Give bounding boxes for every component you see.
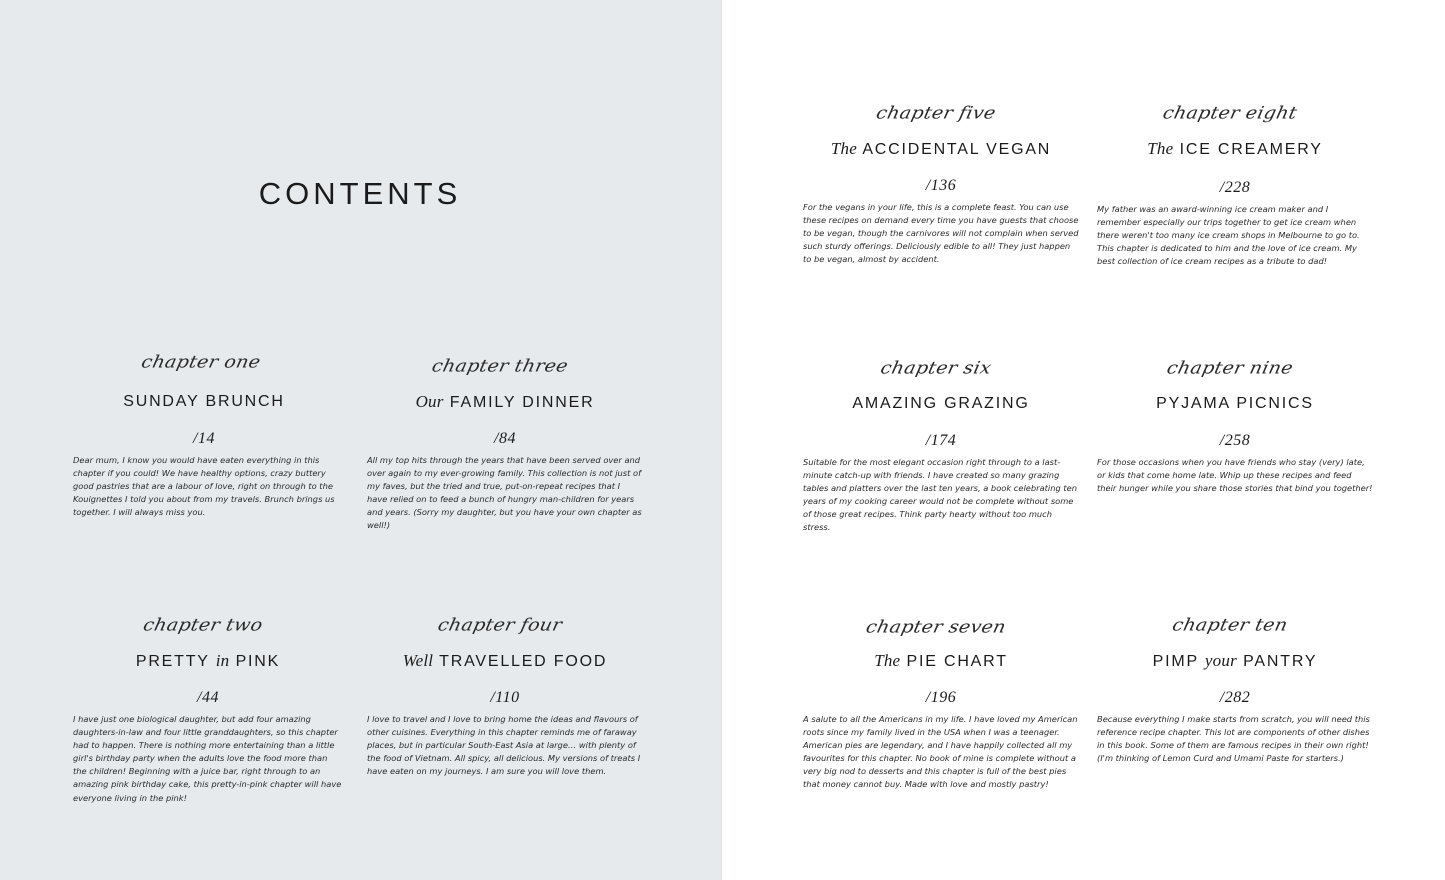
chapter-four-entry [367, 612, 643, 778]
chapter-description: Because everything I make starts from scratch, you will need this reference recipe chapter. This lot are components of other dishes in this book. Some of them are famous recipes in their own right! (I'm thinking of Lemon Curd and Umami Paste for starters.) [1097, 714, 1370, 764]
chapter-title [803, 392, 1079, 416]
chapter-five-entry [803, 100, 1079, 266]
chapter-label: chapter two [141, 615, 265, 635]
chapter-page-number: /110 [490, 689, 520, 706]
chapter-description: I love to travel and I love to bring home the ideas and flavours of other cuisines. Everything in this chapter reminds me of faraway places, but in particular South-East Asia at large… with plenty of the food of Vietnam. All spicy, all delicious. My versions of treats I have eaten on my journeys. I am sure you will love them. [367, 714, 641, 777]
chapter-description: For the vegans in your life, this is a complete feast. You can use these recipes on demand every time you have guests that choose to be vegan, though the carnivores will not complain when served such sturdy offerings. Deliciously edible to all! They just happen to be vegan, almost by accident. [803, 202, 1079, 265]
chapter-page-number: /196 [925, 689, 957, 706]
chapter-description: All my top hits through the years that have been served over and over again to my ever-growing family. This collection is not just of my faves, but the tried and true, put-on-repeat recipes that I have relied on to feed a bunch of hungry man-children for years and years. (Sorry my daughter, but you have your own chapter as well!) [367, 455, 642, 531]
chapter-title-main: PYJAMA PICNICS [1156, 395, 1314, 412]
contents-title: CONTENTS [258, 176, 462, 211]
chapter-label: chapter three [430, 356, 570, 376]
chapter-label: chapter ten [1170, 615, 1290, 635]
chapter-title-italic: in [215, 651, 230, 670]
chapter-title [1097, 392, 1373, 416]
chapter-description: Suitable for the most elegant occasion right through to a last-minute catch-up with friends. I have created so many grazing tables and platters over the last ten years, a book celebrating ten years of my cooking career would not be complete without some of those great recipes. Think party hearty without too much stress. [803, 457, 1077, 533]
chapter-title [73, 649, 343, 673]
chapter-label: chapter seven [864, 617, 1008, 637]
chapter-title-italic: The [830, 139, 857, 158]
chapter-label: chapter six [878, 358, 994, 378]
chapter-title-main: PIE CHART [900, 653, 1008, 670]
chapter-title [367, 649, 643, 673]
chapter-label: chapter four [436, 615, 564, 635]
chapter-eight-entry [1097, 100, 1373, 268]
chapter-description: A salute to all the Americans in my life. I have loved my American roots since my family lived in the USA when I was a teenager. American pies are legendary, and I have happily collected all my favourites for this chapter. No book of mine is complete without a very big nod to desserts and this chapter is full of the best pies that money cannot buy. Made with love and mostly pastry! [803, 714, 1078, 790]
chapter-page-number: /136 [925, 177, 957, 194]
chapter-label: chapter nine [1165, 358, 1295, 378]
chapter-nine-entry [1097, 355, 1373, 495]
chapter-ten-entry [1097, 612, 1373, 765]
chapter-page-number: /258 [1219, 432, 1251, 449]
chapter-one-entry [73, 349, 335, 519]
chapter-title [73, 390, 335, 414]
chapter-description: Dear mum, I know you would have eaten everything in this chapter if you could! We have healthy options, crazy buttery good pastries that are a labour of love, right on through to the Kouignettes I told you about from my travels. Brunch brings us together. I will always miss you. [73, 455, 335, 518]
chapter-description: I have just one biological daughter, but add four amazing daughters-in-law and four little granddaughters, so this chapter had to happen. There is nothing more entertaining than a little girl's birthday party when the adults love the food more than the children! Beginning with a juice bar, right through to an amazing pink birthday cake, this pretty-in-pink chapter will have everyone living in the pink! [73, 714, 342, 803]
chapter-label: chapter eight [1161, 103, 1299, 123]
chapter-label: chapter one [139, 352, 263, 372]
chapter-three-entry [367, 353, 643, 533]
chapter-title-main: ICE CREAMERY [1173, 141, 1323, 158]
chapter-seven-entry [803, 614, 1079, 792]
chapter-title-italic: The [874, 651, 901, 670]
chapter-description: My father was an award-winning ice cream maker and I remember especially our trips together to get ice cream when there weren't too many ice cream shops in Melbourne to go to. This chapter is dedicated to him and the love of ice cream. My best collection of ice cream recipes as a tribute to dad! [1097, 204, 1360, 267]
chapter-page-number: /282 [1219, 689, 1251, 706]
page-gutter [721, 0, 722, 880]
chapter-title [1097, 137, 1373, 161]
chapter-six-entry [803, 355, 1079, 535]
chapter-title-main: ACCIDENTAL VEGAN [856, 141, 1052, 158]
chapter-page-number: /44 [197, 689, 219, 706]
chapter-title-italic: Well [402, 651, 434, 670]
chapter-title-main: AMAZING GRAZING [852, 395, 1030, 412]
chapter-title-main: PANTRY [1236, 653, 1318, 670]
chapter-page-number: /228 [1219, 179, 1251, 196]
chapter-title [803, 649, 1079, 673]
chapter-title-main: PINK [229, 653, 281, 670]
chapter-title-pre: PIMP [1152, 653, 1205, 670]
chapter-title-main: SUNDAY BRUNCH [123, 393, 285, 410]
chapter-page-number: /174 [925, 432, 957, 449]
chapter-title [367, 390, 643, 414]
chapter-page-number: /14 [193, 430, 215, 447]
chapter-title [803, 137, 1079, 161]
chapter-title-main: FAMILY DINNER [443, 394, 595, 411]
chapter-two-entry [73, 612, 343, 805]
chapter-title [1097, 649, 1373, 673]
chapter-title-italic: Our [415, 392, 444, 411]
chapter-title-main: TRAVELLED FOOD [433, 653, 608, 670]
chapter-title-pre: PRETTY [135, 653, 216, 670]
chapter-label: chapter five [874, 103, 998, 123]
chapter-description: For those occasions when you have friends who stay (very) late, or kids that come home late. Whip up these recipes and feed their hunger while you share those stories that bind you together! [1097, 457, 1373, 494]
chapter-title-italic: The [1147, 139, 1174, 158]
chapter-title-italic: your [1204, 651, 1237, 670]
chapter-page-number: /84 [494, 430, 516, 447]
